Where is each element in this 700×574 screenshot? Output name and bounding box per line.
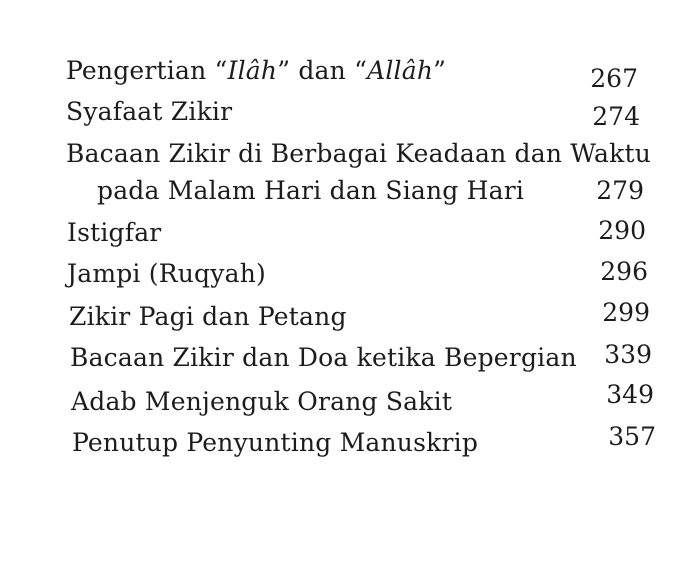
toc-entry-title bbox=[66, 56, 446, 86]
toc-entry-title: Zikir Pagi dan Petang bbox=[69, 302, 347, 331]
toc-entry-page: 299 bbox=[602, 298, 650, 327]
toc-entry-title: Bacaan Zikir dan Doa ketika Bepergian bbox=[70, 343, 577, 372]
toc-entry-page: 274 bbox=[592, 102, 640, 131]
toc-entry-page: 339 bbox=[604, 340, 652, 369]
toc-entry-title: Penutup Penyunting Manuskrip bbox=[72, 428, 479, 457]
toc-entry-title: Jampi (Ruqyah) bbox=[67, 259, 266, 288]
toc-entry-page: 296 bbox=[600, 257, 648, 286]
toc-entry-title: Bacaan Zikir di Berbagai Keadaan dan Waktu bbox=[66, 139, 652, 168]
toc-entry-title: Adab Menjenguk Orang Sakit bbox=[71, 387, 453, 416]
toc-title-part: ” dan “ bbox=[277, 56, 368, 85]
toc-entry-page: 349 bbox=[606, 380, 654, 409]
toc-entry-title: Syafaat Zikir bbox=[66, 97, 233, 126]
toc-title-part: ” bbox=[433, 56, 447, 85]
toc-title-italic: Ilâh bbox=[227, 56, 278, 85]
toc-entry-page: 290 bbox=[598, 216, 646, 245]
toc-entry-page: 279 bbox=[596, 176, 644, 205]
toc-entry-title: Istigfar bbox=[67, 218, 162, 247]
toc-title-italic: Allâh bbox=[367, 56, 434, 85]
toc-entry-page: 267 bbox=[590, 64, 638, 93]
toc-entry-page: 357 bbox=[608, 422, 656, 451]
toc-entry-title-continued: pada Malam Hari dan Siang Hari bbox=[97, 176, 525, 205]
toc-title-part: Pengertian “ bbox=[66, 56, 228, 85]
